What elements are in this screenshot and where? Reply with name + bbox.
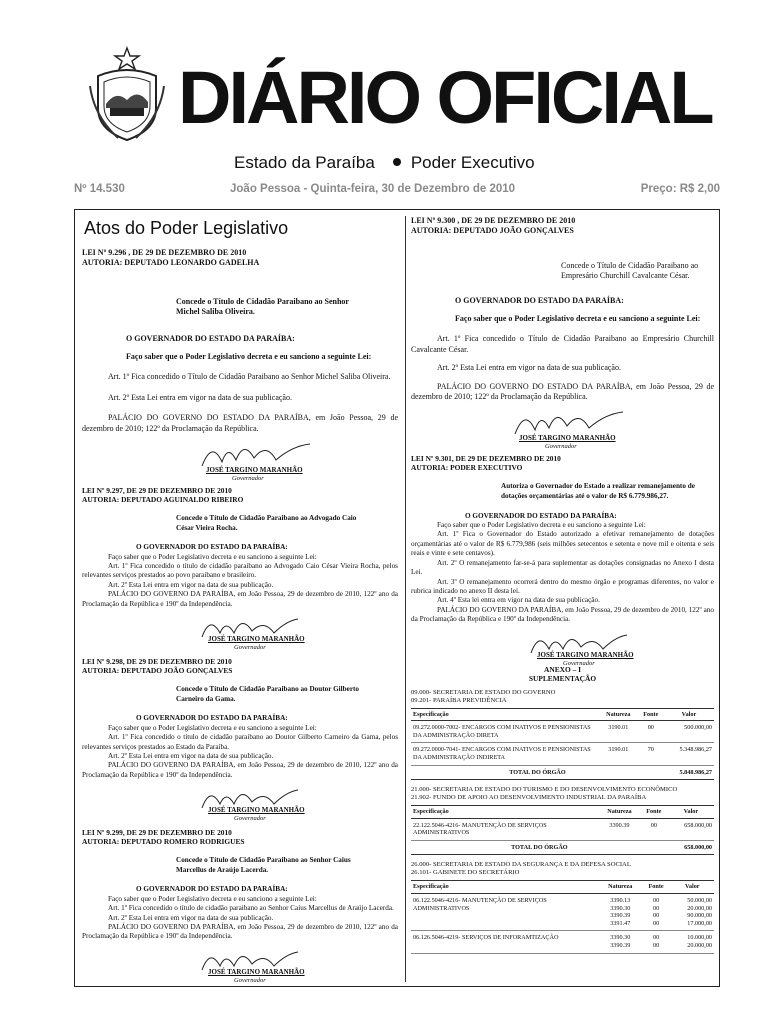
signature-role: Governador (545, 443, 577, 451)
row-nat: 3390.30 3390.39 (599, 931, 642, 953)
signature-role: Governador (234, 815, 266, 823)
signature-name: JOSÉ TARGINO MARANHÃO (208, 635, 305, 644)
total-row (411, 765, 714, 780)
signature-role: Governador (234, 644, 266, 652)
col-spec: Especificação (411, 708, 599, 721)
total-label: TOTAL DO ÓRGÃO (411, 765, 664, 780)
law-art2: Art. 2º Esta Lei entra em vigor na data de sua publicação. (108, 392, 292, 402)
org-line: 21.902- FUNDO DE APOIO AO DESENVOLVIMENTO INDUSTRIAL DA PARAÍBA (411, 794, 647, 802)
law-governor: O GOVERNADOR DO ESTADO DA PARAÍBA: (136, 885, 288, 894)
table-header-row (411, 881, 714, 894)
law-ementa: Concede o Título de Cidadão Paraibano ao Senhor Michel Saliba Oliveira. (176, 296, 349, 317)
col-val: Valor (671, 881, 714, 894)
row-spec (411, 818, 599, 840)
row-code: 06.126.5046-4219- (413, 934, 461, 942)
law-palace: PALÁCIO DO GOVERNO DA PARAÍBA, em João Pessoa, 29 de dezembro de 2010, 122º ano da Proclamação da República e 190º da Independência. (82, 761, 398, 779)
subtitle-state: Estado da Paraíba (234, 153, 375, 172)
column-divider (405, 216, 406, 982)
law-intro: Faço saber que o Poder Legislativo decreta e eu sanciono a seguinte Lei: (455, 314, 701, 324)
signature-name: JOSÉ TARGINO MARANHÃO (519, 434, 616, 443)
law-9298 (82, 657, 398, 780)
law-9296 (82, 248, 398, 434)
law-intro: Faço saber que o Poder Legislativo decreta e eu sanciono a seguinte Lei: (437, 521, 646, 530)
law-ementa: Autoriza o Governador do Estado a realizar remanejamento de dotações orçamentárias até o valor de R$ 6.779.986,27. (501, 482, 695, 501)
law-art2: Art. 2º Esta Lei entra em vigor na data de sua publicação. (108, 913, 274, 922)
table-header-row (411, 708, 714, 721)
org-line: 26.101- GABINETE DO SECRETÁRIO (411, 869, 520, 877)
total-row (411, 840, 714, 855)
law-author: AUTORIA: DEPUTADO JOÃO GONÇALVES (82, 666, 233, 676)
edition-date: João Pessoa - Quinta-feira, 30 de Dezembro de 2010 (230, 183, 516, 195)
law-ementa: Concede o Título de Cidadão Paraibano ao Doutor Gilberto Carneiro da Gama. (176, 685, 360, 703)
law-art4: Art. 4º Esta lei entra em vigor na data de sua publicação. (437, 596, 600, 605)
law-number: LEI Nº 9.297, DE 29 DE DEZEMBRO DE 2010 (82, 486, 232, 496)
col-font: Fonte (638, 708, 664, 721)
edition-number: Nº 14.530 (74, 183, 125, 195)
row-code: 09.272.0000-7002- (413, 724, 461, 732)
row-font: 00 (640, 818, 668, 840)
law-palace: PALÁCIO DO GOVERNO DA PARAÍBA, em João Pessoa, 29 de dezembro de 2010, 122º ano da Proclamação da República e 190º da Independência. (411, 605, 714, 624)
col-nat: Natureza (599, 708, 638, 721)
law-intro: Faço saber que o Poder Legislativo decreta e eu sanciono a seguinte Lei: (108, 894, 317, 903)
law-art1: Art. 1º Fica concedido o título de cidadão paraibano ao Advogado Caio César Vieira Rocha, pelos relevantes serviços prestados ao povo paraibano e brasileiro. (82, 562, 398, 580)
anexo-subtitle: SUPLEMENTAÇÃO (528, 673, 597, 683)
law-art2: Art. 2º Esta Lei entra em vigor na data de sua publicação. (108, 580, 274, 589)
row-val: 658.000,00 (668, 818, 714, 840)
governor-signature (194, 613, 324, 652)
law-ementa: Concede o Título de Cidadão Paraibano ao Advogado Caio César Vieira Rocha. (176, 514, 357, 532)
law-governor: O GOVERNADOR DO ESTADO DA PARAÍBA: (465, 511, 617, 520)
total-label: TOTAL DO ÓRGÃO (411, 840, 668, 855)
row-desc: SERVIÇOS DE INFORAMTIZAÇÃO (461, 934, 559, 942)
law-art2: Art. 2º Esta Lei entra em vigor na data de sua publicação. (437, 363, 621, 373)
row-desc: ENCARGOS COM INATIVOS E PENSIONISTAS DA ADMINISTRAÇÃO DIRETA (413, 724, 591, 739)
law-author: AUTORIA: PODER EXECUTIVO (411, 463, 523, 473)
row-desc: MANUTENÇÃO DE SERVIÇOS ADMINISTRATIVOS (413, 821, 547, 837)
org-line: 09.000- SECRETARIA DE ESTADO DO GOVERNO (411, 688, 556, 696)
law-art1: Art. 1º Fica concedido o Título de Cidadão Paraibano ao Empresário Churchill Cavalcante César. (411, 334, 714, 354)
col-spec: Especificação (411, 806, 599, 819)
row-code: 06.122.5046-4216- (413, 897, 461, 905)
law-ementa: Concede o Título de Cidadão Paraibano ao Senhor Caius Marcellus de Araújo Lacerda. (176, 856, 351, 874)
col-font: Fonte (642, 881, 671, 894)
section-title: Atos do Poder Legislativo (84, 218, 289, 238)
col-nat: Natureza (599, 881, 642, 894)
budget-table (411, 805, 714, 855)
signature-name: JOSÉ TARGINO MARANHÃO (537, 650, 634, 659)
row-nat: 3390.13 3390.30 3390.39 3391.47 (599, 894, 642, 931)
subtitle-power: Poder Executivo (410, 153, 535, 172)
law-art1: Art. 1º Fica concedido o título de cidadão paraibano ao Doutor Gilberto Carneiro da Gama, pelos relevantes serviços prestados ao Estado da Paraíba. (82, 733, 398, 751)
signature-name: JOSÉ TARGINO MARANHÃO (208, 806, 305, 815)
governor-signature (192, 438, 322, 483)
law-governor: O GOVERNADOR DO ESTADO DA PARAÍBA: (136, 714, 288, 723)
row-spec (411, 743, 599, 765)
law-9299 (82, 828, 398, 942)
law-intro: Faço saber que o Poder Legislativo decreta e eu sanciono a seguinte Lei: (126, 352, 372, 362)
row-val: 50.000,00 20.000,00 90.000,00 17.000,00 (671, 894, 714, 931)
law-palace: PALÁCIO DO GOVERNO DO ESTADO DA PARAÍBA, em João Pessoa, 29 de dezembro de 2010; 122º da Proclamação da República. (82, 413, 398, 433)
row-spec (411, 931, 599, 953)
law-art2: Art. 2º O remanejamento far-se-á para suplementar as dotações consignadas no Anexo I desta Lei. (411, 558, 714, 577)
row-spec (411, 721, 599, 743)
row-nat: 3190.01 (599, 743, 638, 765)
table-row (411, 743, 714, 765)
total-value: 658.000,00 (668, 840, 714, 855)
governor-signature (505, 406, 635, 451)
col-val: Valor (668, 806, 714, 819)
table-row (411, 818, 714, 840)
table-row (411, 931, 714, 953)
governor-signature (194, 784, 324, 823)
budget-table (411, 708, 714, 781)
law-intro: Faço saber que o Poder Legislativo decreta e eu sanciono a seguinte Lei: (108, 723, 317, 732)
col-nat: Natureza (599, 806, 640, 819)
law-governor: O GOVERNADOR DO ESTADO DA PARAÍBA: (126, 333, 295, 343)
col-val: Valor (664, 708, 714, 721)
law-palace: PALÁCIO DO GOVERNO DA PARAÍBA, em João Pessoa, 29 de dezembro de 2010, 122º ano da Proclamação da República e 190º da Independência. (82, 922, 398, 941)
law-art3: Art. 3º O remanejamento ocorrerá dentro do mesmo órgão e programas diferentes, no valor e rubrica indicado no anexo II desta lei. (411, 577, 714, 595)
org-line: 26.000- SECRETARIA DE ESTADO DA SEGURANÇA E DA DEFESA SOCIAL (411, 861, 631, 869)
law-9301 (411, 454, 714, 624)
org-line: 21.000- SECRETARIA DE ESTADO DO TURISMO E DO DESENVOLVIMENTO ECONÔMICO (411, 786, 678, 794)
law-art1: Art. 1º Fica o Governador do Estado autorizado a efetivar remanejamento de dotações orçamentárias até o valor de R$ 6.779,986 (seis milhões setecentos e setenta e nove mil e oitenta e seis reais e vinte e sete centavos). (411, 530, 714, 558)
row-desc: MANUTENÇÃO DE SERVIÇOS ADMINISTRATIVOS (413, 897, 547, 912)
law-art2: Art. 2º Esta Lei entra em vigor na data de sua publicação. (108, 751, 274, 760)
signature-role: Governador (563, 659, 595, 667)
law-palace: PALÁCIO DO GOVERNO DO ESTADO DA PARAÍBA, em João Pessoa, 29 de dezembro de 2010; 122º da Proclamação da República. (411, 381, 714, 402)
law-art1: Art. 1º Fica concedido o Título de Cidadão Paraibano ao Senhor Michel Saliba Oliveira. (108, 372, 391, 382)
right-column (411, 214, 714, 954)
signature-role: Governador (234, 976, 266, 984)
row-code: 22.122.5046-4216- (413, 821, 461, 829)
row-val: 5.348.986,27 (664, 743, 714, 765)
bullet-icon (393, 158, 401, 166)
anexo-title: ANEXO – I (544, 664, 581, 674)
col-spec: Especificação (411, 881, 599, 894)
row-desc: ENCARGOS COM INATIVOS E PENSIONISTAS DA ADMINISTRAÇÃO INDIRETA (413, 746, 591, 761)
budget-table (411, 880, 714, 953)
law-ementa: Concede o Título de Cidadão Paraibano ao Empresário Churchill Cavalcante César. (561, 260, 699, 281)
row-val: 500.000,00 (664, 721, 714, 743)
law-art1: Art. 1º Fica concedido o título de cidadão paraibano ao Senhor Caius Marcellus de Araújo Lacerda. (108, 904, 394, 913)
table-row (411, 894, 714, 931)
anexo-i (411, 665, 714, 954)
governor-signature (194, 946, 324, 982)
law-9297 (82, 486, 398, 609)
law-9300 (411, 216, 714, 402)
law-number: LEI Nº 9.299, DE 29 DE DEZEMBRO DE 2010 (82, 828, 232, 838)
newspaper-subtitle (234, 153, 535, 173)
signature-role: Governador (232, 475, 264, 483)
table-row (411, 721, 714, 743)
law-number: LEI Nº 9.301, DE 29 DE DEZEMBRO DE 2010 (411, 454, 561, 464)
row-nat: 3190.01 (599, 721, 638, 743)
governor-signature (523, 629, 653, 667)
law-author: AUTORIA: DEPUTADO ROMERO RODRIGUES (82, 837, 245, 847)
law-palace: PALÁCIO DO GOVERNO DA PARAÍBA, em João Pessoa, 29 de dezembro de 2010, 122º ano da Proclamação da República e 190º da Independência. (82, 590, 398, 608)
law-author: AUTORIA: DEPUTADO JOÃO GONÇALVES (411, 226, 574, 236)
state-coat-of-arms-icon (88, 46, 166, 142)
row-font: 00 (638, 721, 664, 743)
row-spec (411, 894, 599, 931)
law-number: LEI Nº 9.298, DE 29 DE DEZEMBRO DE 2010 (82, 657, 232, 667)
row-font: 00 00 (642, 931, 671, 953)
law-number: LEI Nº 9.296 , DE 29 DE DEZEMBRO DE 2010 (82, 248, 247, 257)
table-header-row (411, 806, 714, 819)
left-column (82, 214, 398, 984)
org-line: 09.201- PARAÍBA PREVIDÊNCIA (411, 696, 507, 704)
row-font: 70 (638, 743, 664, 765)
edition-price: Preço: R$ 2,00 (640, 183, 720, 195)
signature-name: JOSÉ TARGINO MARANHÃO (206, 466, 303, 475)
total-value: 5.848.986,27 (664, 765, 714, 780)
row-val: 10.000,00 20.000,00 (671, 931, 714, 953)
col-font: Fonte (640, 806, 668, 819)
row-nat: 3390.39 (599, 818, 640, 840)
signature-name: JOSÉ TARGINO MARANHÃO (208, 967, 305, 976)
law-governor: O GOVERNADOR DO ESTADO DA PARAÍBA: (136, 543, 288, 552)
masthead (0, 0, 770, 205)
law-governor: O GOVERNADOR DO ESTADO DA PARAÍBA: (455, 295, 624, 305)
law-author: AUTORIA: DEPUTADO LEONARDO GADELHA (82, 258, 260, 268)
newspaper-title: DIÁRIO OFICIAL (178, 56, 712, 139)
law-number: LEI Nº 9.300 , DE 29 DE DEZEMBRO DE 2010 (411, 216, 576, 225)
law-author: AUTORIA: DEPUTADO AGUINALDO RIBEIRO (82, 495, 244, 505)
edition-infobar (74, 181, 720, 198)
row-code: 09.272.0000-7041- (413, 746, 461, 754)
row-font: 00 00 00 00 (642, 894, 671, 931)
law-intro: Faço saber que o Poder Legislativo decreta e eu sanciono a seguinte Lei: (108, 552, 317, 561)
